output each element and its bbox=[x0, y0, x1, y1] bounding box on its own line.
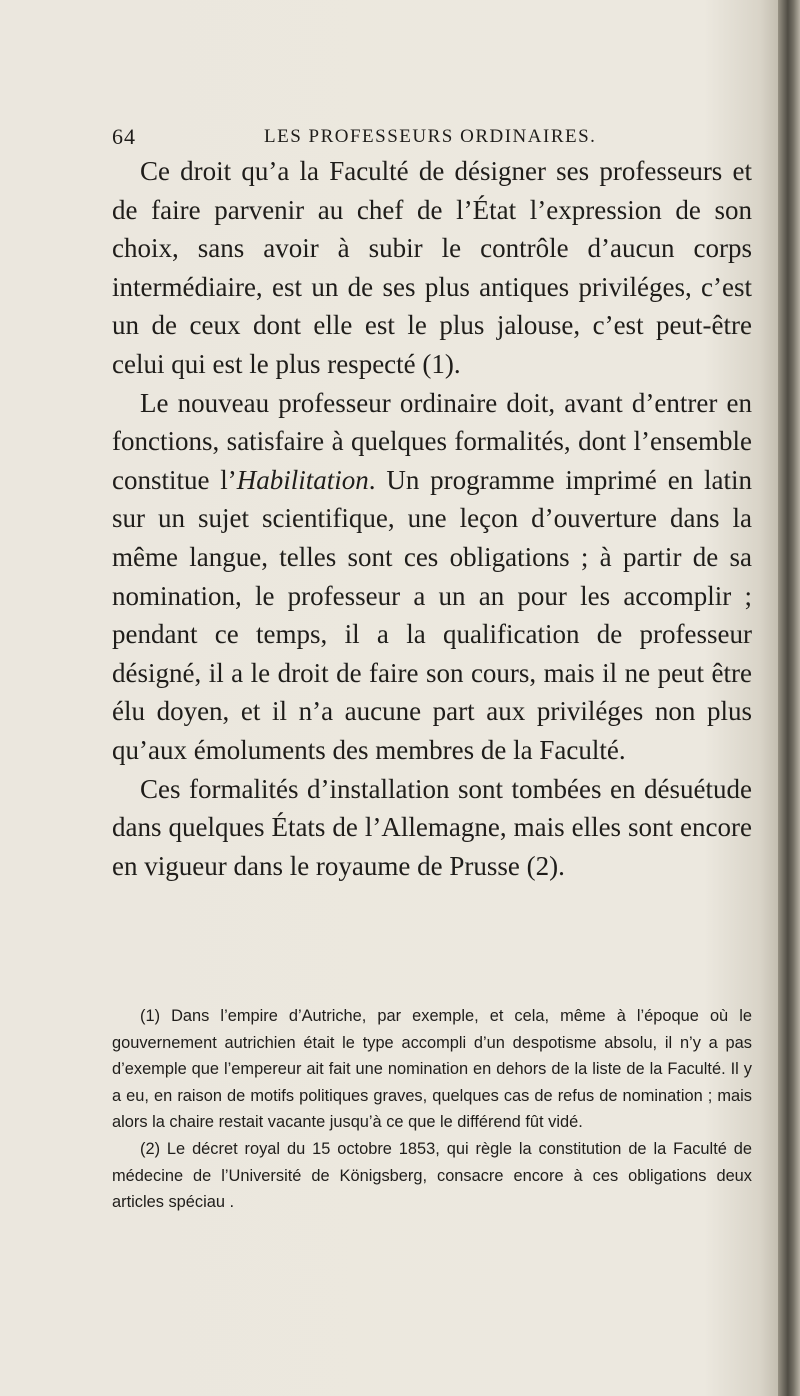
habilitation-term: Habilitation bbox=[236, 464, 369, 495]
footnote-2: (2) Le décret royal du 15 octobre 1853, qui règle la constitution de la Faculté de médecine de l’Université de Königsberg, consacre encore à ces obligations deux articles spéciau . bbox=[112, 1139, 752, 1212]
footnotes bbox=[112, 1003, 752, 1216]
paragraph-2 bbox=[112, 384, 752, 770]
paragraph-1: Ce droit qu’a la Faculté de désigner ses professeurs et de faire parvenir au chef de l’État l’expression de son choix, sans avoir à subir le contrôle d’aucun corps intermédiaire, est un de ses plus antiques priviléges, c’est un de ceux dont elle est le plus jalouse, c’est peut-être celui qui est le plus respecté (1). bbox=[112, 156, 752, 379]
running-head: LES PROFESSEURS ORDINAIRES. bbox=[264, 126, 597, 147]
paragraph-3: Ces formalités d’installation sont tombées en désuétude dans quelques États de l’Allemagne, mais elles sont encore en vigueur dans le royaume de Prusse (2). bbox=[112, 773, 752, 881]
body-text bbox=[112, 152, 752, 885]
paragraph-2-end: . Un programme imprimé en latin sur un sujet scientifique, une leçon d’ouverture dans la même langue, telles sont ces obligations ; à partir de sa nomination, le professeur a un an pour les accomplir ; pendant ce temps, il a la qualification de professeur désigné, il a le droit de faire son cours, mais il ne peut être élu doyen, et il n’a aucune part aux priviléges non plus qu’aux émoluments des membres de la Faculté. bbox=[112, 464, 752, 765]
page-number: 64 bbox=[112, 124, 136, 149]
page-header bbox=[112, 120, 752, 154]
footnote-1: (1) Dans l’empire d’Autriche, par exemple, et cela, même à l’époque où le gouvernement autrichien était le type accompli d’un despotisme absolu, il n’y a pas d’exemple que l’empereur ait fait une nomination en dehors de la liste de la Faculté. Il y a eu, en raison de motifs politiques graves, quelques cas de refus de nomination ; mais alors la chaire restait vacante jusqu’à ce que le différend fût vidé. bbox=[112, 1007, 752, 1132]
paragraph-2-start: Le nouveau professeur ordinaire doit, avant d’entrer en fonctions, satisfaire à quelques formalités, dont l’ensemble constitue l’ bbox=[112, 387, 752, 495]
page-edge-shadow bbox=[778, 0, 800, 1396]
